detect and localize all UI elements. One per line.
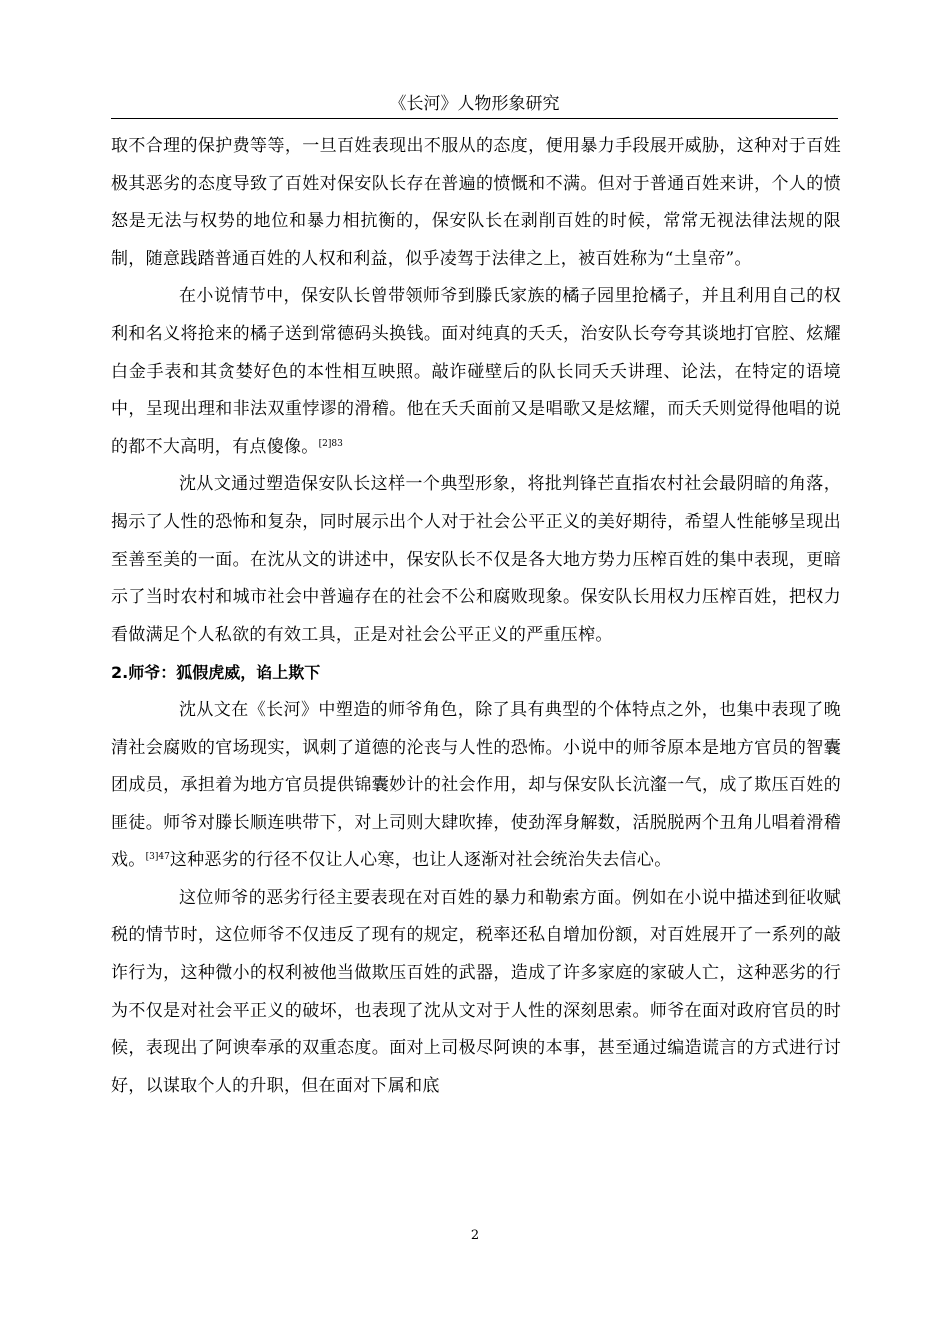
page-number: 2 (470, 1228, 480, 1243)
paragraph-3: 沈从文通过塑造保安队长这样一个典型形象，将批判锋芒直指农村社会最阴暗的角落，揭示了人性的恐怖和复杂，同时展示出个人对于社会公平正义的美好期待，希望人性能够呈现出至善至美的一面。在沈从文的讲述中，保安队长不仅是各大地方势力压榨百姓的集中表现，更暗示了当时农村和城市社会中普遍存在的社会不公和腐败现象。保安队长用权力压榨百姓，把权力看做满足个人私欲的有效工具，正是对社会公平正义的严重压榨。 (111, 474, 841, 645)
paragraph-2 (111, 278, 841, 466)
paragraph-2-text: 在小说情节中，保安队长曾带领师爷到滕氏家族的橘子园里抢橘子，并且利用自己的权利和名义将抢来的橘子送到常德码头换钱。面对纯真的夭夭，治安队长夸夸其谈地打官腔、炫耀白金手表和其贪婪好色的本性相互映照。敲诈碰壁后的队长同夭夭讲理、论法，在特定的语境中，呈现出理和非法双重悖谬的滑稽。他在夭夭面前又是唱歌又是炫耀，而夭夭则觉得他唱的说的都不大高明，有点傻像。 (111, 286, 841, 457)
citation-3-47: [3]47 (145, 852, 170, 863)
running-header: 《长河》人物形象研究 (389, 94, 560, 114)
header-rule (111, 118, 838, 119)
paragraph-4 (111, 692, 841, 880)
paragraph-5: 这位师爷的恶劣行径主要表现在对百姓的暴力和勒索方面。例如在小说中描述到征收赋税的情节时，这位师爷不仅违反了现有的规定，税率还私自增加份额，对百姓展开了一系列的敲诈行为，这种微小的权利被他当做欺压百姓的武器，造成了许多家庭的家破人亡，这种恶劣的行为不仅是对社会平正义的破坏，也表现了沈从文对于人性的深刻思索。师爷在面对政府官员的时候，表现出了阿谀奉承的双重态度。面对上司极尽阿谀的本事，甚至通过编造谎言的方式进行讨好，以谋取个人的升职，但在面对下属和底 (111, 887, 841, 1096)
paragraph-4-text-before: 沈从文在《长河》中塑造的师爷角色，除了具有典型的个体特点之外，也集中表现了晚清社会腐败的官场现实，讽刺了道德的沦丧与人性的恐怖。小说中的师爷原本是地方官员的智囊团成员，承担着为地方官员提供锦囊妙计的社会作用，却与保安队长沆瀣一气，成了欺压百姓的匪徒。师爷对滕长顺连哄带下，对上司则大肆吹捧，使劲浑身解数，活脱脱两个丑角儿唱着滑稽戏。 (111, 699, 841, 871)
section-heading: 2.师爷：狐假虎威，谄上欺下 (111, 663, 321, 683)
paragraph-1: 取不合理的保护费等等，一旦百姓表现出不服从的态度，便用暴力手段展开威胁，这种对于百姓极其恶劣的态度导致了百姓对保安队长存在普遍的愤慨和不满。但对于普通百姓来讲，个人的愤怒是无法与权势的地位和暴力相抗衡的，保安队长在剥削百姓的时候，常常无视法律法规的限制，随意践踏普通百姓的人权和利益，似乎凌驾于法律之上，被百姓称为“土皇帝”。 (111, 136, 841, 269)
paragraph-4-text-after: 这种恶劣的行径不仅让人心寒，也让人逐渐对社会统治失去信心。 (169, 850, 672, 871)
citation-2-83: [2]83 (318, 438, 343, 449)
body-text (111, 128, 841, 1105)
